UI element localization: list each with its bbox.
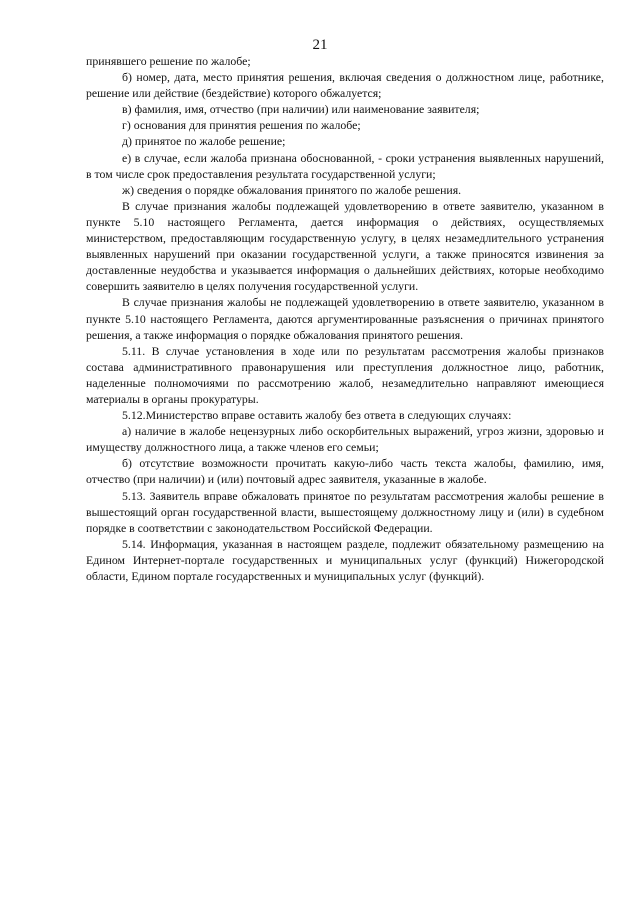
paragraph: ж) сведения о порядке обжалования принятого по жалобе решения. — [122, 182, 462, 197]
paragraph: 5.11. В случае установления в ходе или по результатам рассмотрения жалобы признаков состава административного правонарушения или преступления должностное лицо, работник, наделенные полномочиями по рассмотрению жалоб, незамедлительно направляют имеющиеся материалы в органы прокуратуры. — [86, 343, 604, 406]
paragraph: б) номер, дата, место принятия решения, включая сведения о должностном лице, работнике, решение или действие (бездействие) которого обжалуется; — [86, 70, 604, 101]
paragraph: е) в случае, если жалоба признана обоснованной, - сроки устранения выявленных нарушений, в том числе срок предоставления результата государственной услуги; — [86, 150, 604, 181]
paragraph: г) основания для принятия решения по жалобе; — [122, 118, 361, 133]
paragraph: В случае признания жалобы не подлежащей удовлетворению в ответе заявителю, указанном в пункте 5.10 настоящего Регламента, даются аргументированные разъяснения о причинах принятого решения, а также информация о порядке обжалования принятого решения. — [86, 295, 604, 342]
paragraph: а) наличие в жалобе нецензурных либо оскорбительных выражений, угроз жизни, здоровью и имуществу должностного лица, а также членов его семьи; — [86, 424, 604, 455]
paragraph: В случае признания жалобы подлежащей удовлетворению в ответе заявителю, указанном в пункте 5.10 настоящего Регламента, дается информация о действиях, осуществляемых министерством, предоставляющим государственную услугу, в целях незамедлительного устранения выявленных нарушений при оказании государственной услуги, а также приносятся извинения за доставленные неудобства и указывается информация о дальнейших действиях, которые необходимо совершить заявителю в целях получения государственной услуги. — [86, 198, 604, 294]
paragraph: 5.13. Заявитель вправе обжаловать принятое по результатам рассмотрения жалобы решение в вышестоящий орган государственной власти, вышестоящему должностному лицу и (или) в судебном порядке в соответствии с законодательством Российской Федерации. — [86, 488, 604, 535]
paragraph: д) принятое по жалобе решение; — [122, 134, 286, 149]
paragraph: принявшего решение по жалобе; — [86, 54, 251, 68]
document-body — [86, 53, 604, 584]
page-number: 21 — [312, 37, 328, 53]
paragraph: в) фамилия, имя, отчество (при наличии) или наименование заявителя; — [122, 102, 480, 117]
paragraph: 5.14. Информация, указанная в настоящем разделе, подлежит обязательному размещению на Едином Интернет-портале государственных и муниципальных услуг (функций) Нижегородской области, Едином портале государственных и муниципальных услуг (функций). — [86, 536, 604, 583]
paragraph: 5.12.Министерство вправе оставить жалобу без ответа в следующих случаях: — [122, 408, 512, 423]
paragraph: б) отсутствие возможности прочитать какую-либо часть текста жалобы, фамилию, имя, отчество (при наличии) и (или) почтовый адрес заявителя, указанные в жалобе. — [86, 456, 604, 487]
